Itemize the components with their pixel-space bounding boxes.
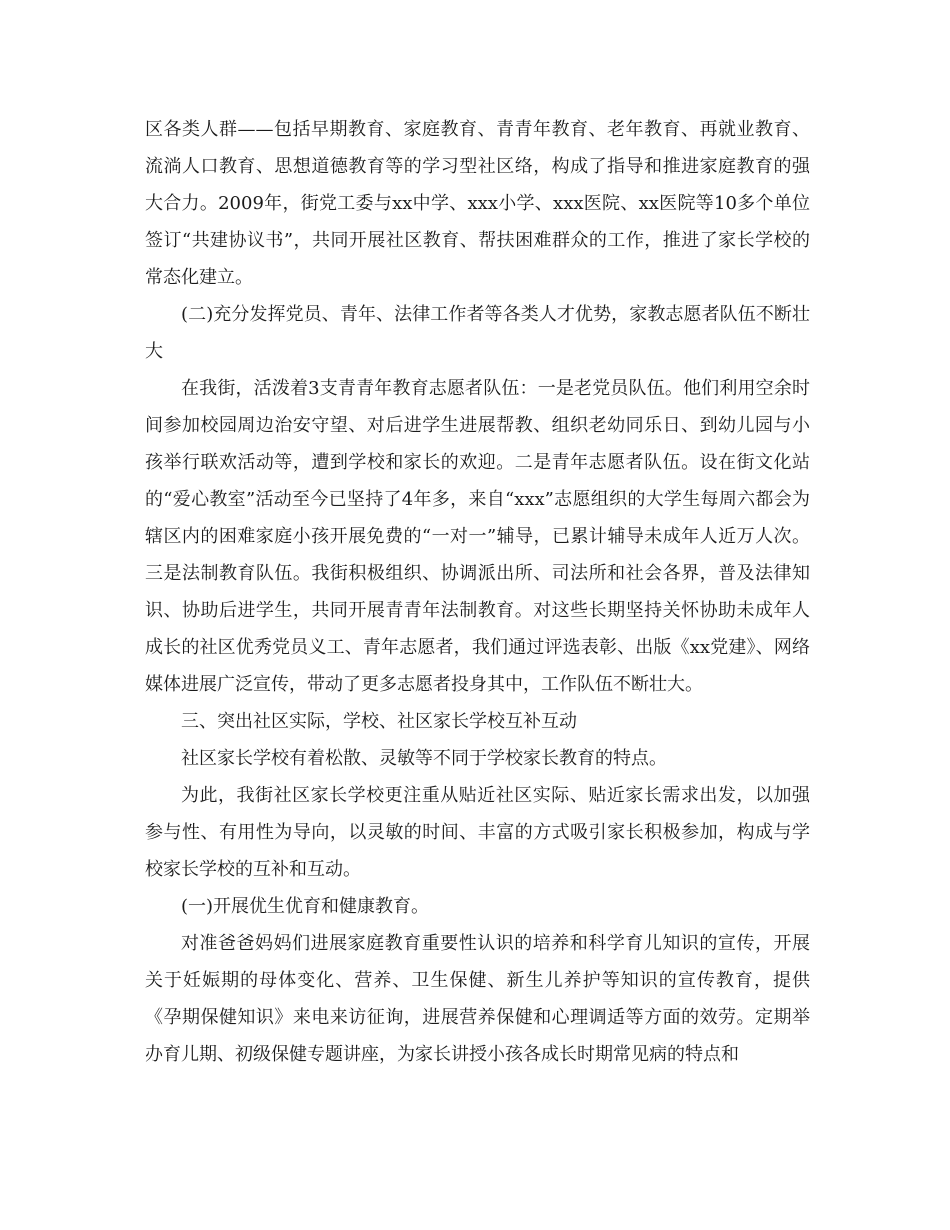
paragraph-community-learning-network: 区各类人群——包括早期教育、家庭教育、青青年教育、老年教育、再就业教育、流淌人口教育、思想道德教育等的学习型社区络，构成了指导和推进家庭教育的强大合力。2009年，街党工委与xx中学、xxx小学、xxx医院、xx医院等10多个单位签订“共建协议书”，共同开展社区教育、帮扶困难群众的工作，推进了家长学校的常态化建立。 <box>145 119 810 288</box>
heading-prenatal-health-education: (一)开展优生优育和健康教育。 <box>181 896 430 917</box>
paragraph-parent-school-features: 社区家长学校有着松散、灵敏等不同于学校家长教育的特点。 <box>181 748 667 769</box>
paragraph-parent-school-approach: 为此，我街社区家长学校更注重从贴近社区实际、贴近家长需求出发，以加强参与性、有用性为导向，以灵敏的时间、丰富的方式吸引家长积极参加，构成与学校家长学校的互补和互动。 <box>145 785 810 880</box>
paragraph-volunteer-teams: 在我街，活泼着3支青青年教育志愿者队伍：一是老党员队伍。他们利用空余时间参加校园周边治安守望、对后进学生进展帮教、组织老幼同乐日、到幼儿园与小孩举行联欢活动等，遭到学校和家长的欢迎。二是青年志愿者队伍。设在街文化站的“爱心教室”活动至今已坚持了4年多，来自“xxx”志愿组织的大学生每周六都会为辖区内的困难家庭小孩开展免费的“一对一”辅导，已累计辅导未成年人近万人次。三是法制教育队伍。我街积极组织、协调派出所、司法所和社会各界，普及法律知识、协助后进学生，共同开展青青年法制教育。对这些长期坚持关怀协助未成年人成长的社区优秀党员义工、青年志愿者，我们通过评选表彰、出版《xx党建》、网络媒体进展广泛宣传，带动了更多志愿者投身其中，工作队伍不断壮大。 <box>145 378 810 695</box>
heading-volunteer-team: (二)充分发挥党员、青年、法律工作者等各类人才优势，家教志愿者队伍不断壮大 <box>145 304 810 362</box>
paragraph-prenatal-education: 对准爸爸妈妈们进展家庭教育重要性认识的培养和科学育儿知识的宣传，开展关于妊娠期的母体变化、营养、卫生保健、新生儿养护等知识的宣传教育，提供《孕期保健知识》来电来访征询，进展营养保健和心理调适等方面的效劳。定期举办育儿期、初级保健专题讲座，为家长讲授小孩各成长时期常见病的特点和 <box>145 933 810 1065</box>
document-body <box>145 111 810 1073</box>
heading-section-three: 三、突出社区实际，学校、社区家长学校互补互动 <box>181 711 577 732</box>
